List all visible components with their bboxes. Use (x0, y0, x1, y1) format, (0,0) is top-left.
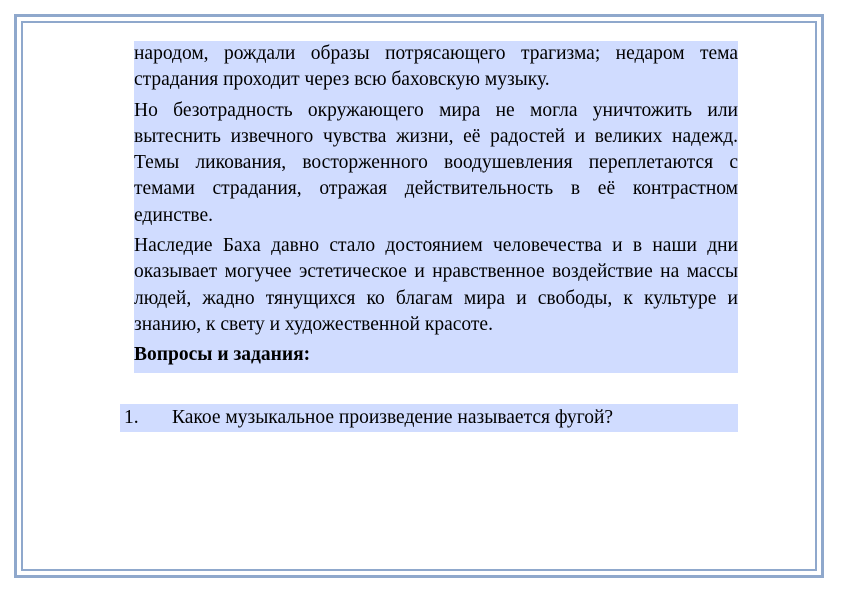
paragraph-2[interactable]: Но безотрадность окружающего мира не могла уничтожить или вытеснить извечного чувства жизни, её радостей и великих надежд. Темы ликования, восторженного воодушевления переплетаются с темами страдания, отражая действительность в её контрастном единстве. (134, 99, 738, 226)
selected-text-block[interactable] (134, 41, 738, 373)
list-item-number: 1. (124, 407, 139, 428)
paragraph-3[interactable]: Наследие Баха давно стало достоянием человечества и в наши дни оказывает могучее эстетическое и нравственное воздействие на массы людей, жадно тянущихся ко благам мира и свободы, к культуре и знанию, к свету и художественной красоте. (134, 235, 738, 335)
list-item[interactable] (120, 404, 738, 432)
paragraph-1[interactable]: народом, рождали образы потрясающего трагизма; недаром тема страдания проходит через всю баховскую музыку. (134, 43, 738, 91)
list-item-text[interactable]: Какое музыкальное произведение называется фугой? (172, 407, 614, 428)
questions-heading[interactable]: Вопросы и задания: (134, 344, 311, 366)
